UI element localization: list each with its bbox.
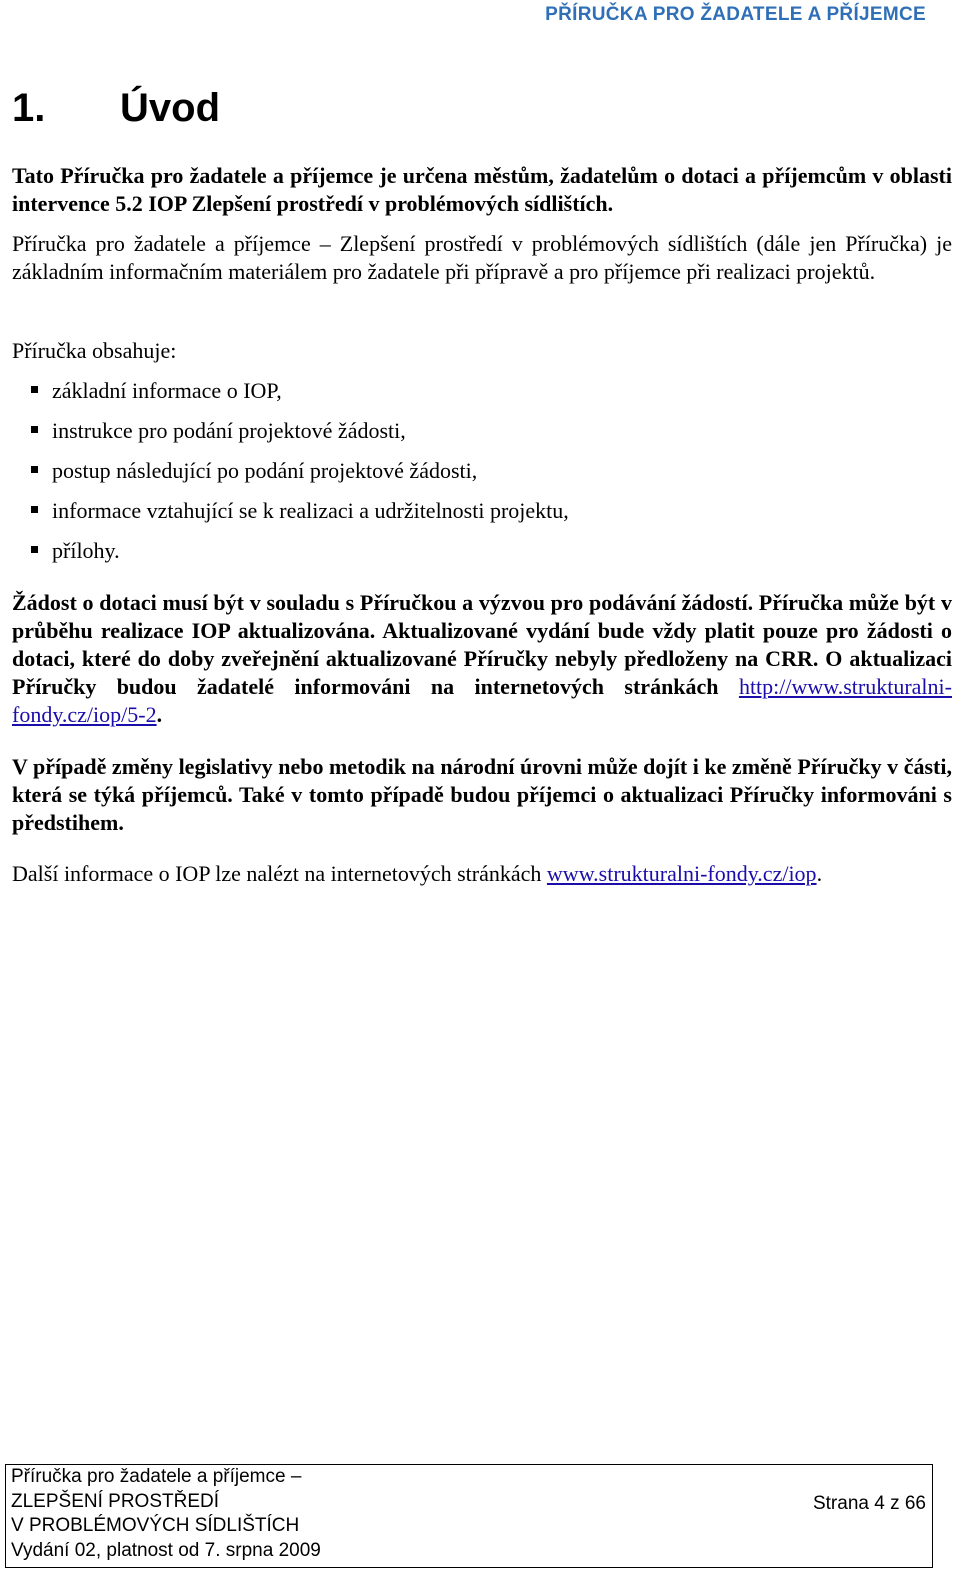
section-number: 1. [12, 86, 46, 130]
more-info-text: Další informace o IOP lze nalézt na internetových stránkách [12, 861, 547, 886]
list-item-text: informace vztahující se k realizaci a udržitelnosti projektu, [52, 498, 569, 523]
list-item-text: přílohy. [52, 538, 120, 563]
contents-list [12, 377, 569, 577]
list-item-text: základní informace o IOP, [52, 378, 282, 403]
bullet-square-icon [31, 546, 38, 553]
validity-paragraph [12, 589, 952, 729]
list-item [12, 417, 569, 457]
bullet-square-icon [31, 386, 38, 393]
list-item [12, 377, 569, 417]
legislation-paragraph: V případě změny legislativy nebo metodik na národní úrovni může dojít i ke změně Příručky v části, která se týká příjemců. Také v tomto případě budou příjemci o aktualizaci Příručky informováni s předstihem. [12, 754, 952, 835]
section-title: Úvod [120, 86, 220, 130]
list-item-text: instrukce pro podání projektové žádosti, [52, 418, 406, 443]
validity-text: Žádost o dotaci musí být v souladu s Příručkou a výzvou pro podávání žádostí. Příručka může být v průběhu realizace IOP aktualizována. Aktualizované vydání bude vždy platit pouze pro žádosti o dotaci, které do doby zveřejnění aktualizované Příručky nebyly předloženy na CRR. O aktualizaci Příručky budou žadatelé informováni na internetových stránkách [12, 590, 952, 699]
bullet-square-icon [31, 426, 38, 433]
iop-5-2-link[interactable]: http://www.strukturalni-fondy.cz/iop/5-2 [12, 674, 952, 727]
bullet-square-icon [31, 506, 38, 513]
iop-website-link[interactable]: www.strukturalni-fondy.cz/iop [546, 861, 817, 886]
list-item [12, 537, 569, 577]
running-header: PŘÍRUČKA PRO ŽADATELE A PŘÍJEMCE [545, 4, 926, 25]
page-number: Strana 4 z 66 [812, 1493, 926, 1514]
contents-intro: Příručka obsahuje: [12, 338, 177, 363]
more-info-paragraph [12, 860, 952, 888]
list-item [12, 457, 569, 497]
footer-document-info [11, 1465, 321, 1563]
footer-line-4: Vydání 02, platnost od 7. srpna 2009 [11, 1539, 321, 1561]
intro-paragraph: Tato Příručka pro žadatele a příjemce je určena městům, žadatelům o dotaci a příjemcům v oblasti intervence 5.2 IOP Zlepšení prostředí v problémových sídlištích. [12, 163, 952, 216]
section-heading [12, 86, 220, 131]
more-info-end: . [816, 861, 823, 886]
bullet-square-icon [31, 466, 38, 473]
list-item-text: postup následující po podání projektové žádosti, [52, 458, 478, 483]
list-item [12, 497, 569, 537]
footer-line-3: V PROBLÉMOVÝCH SÍDLIŠTÍCH [11, 1515, 300, 1536]
definition-paragraph: Příručka pro žadatele a příjemce – Zlepšení prostředí v problémových sídlištích (dále jen Příručka) je základním informačním materiálem pro žadatele při přípravě a pro příjemce při realizaci projektů. [12, 231, 952, 284]
page-footer [5, 1464, 933, 1568]
validity-end: . [156, 702, 163, 727]
footer-line-1: Příručka pro žadatele a příjemce – [11, 1466, 302, 1487]
footer-line-2: ZLEPŠENÍ PROSTŘEDÍ [11, 1490, 219, 1512]
